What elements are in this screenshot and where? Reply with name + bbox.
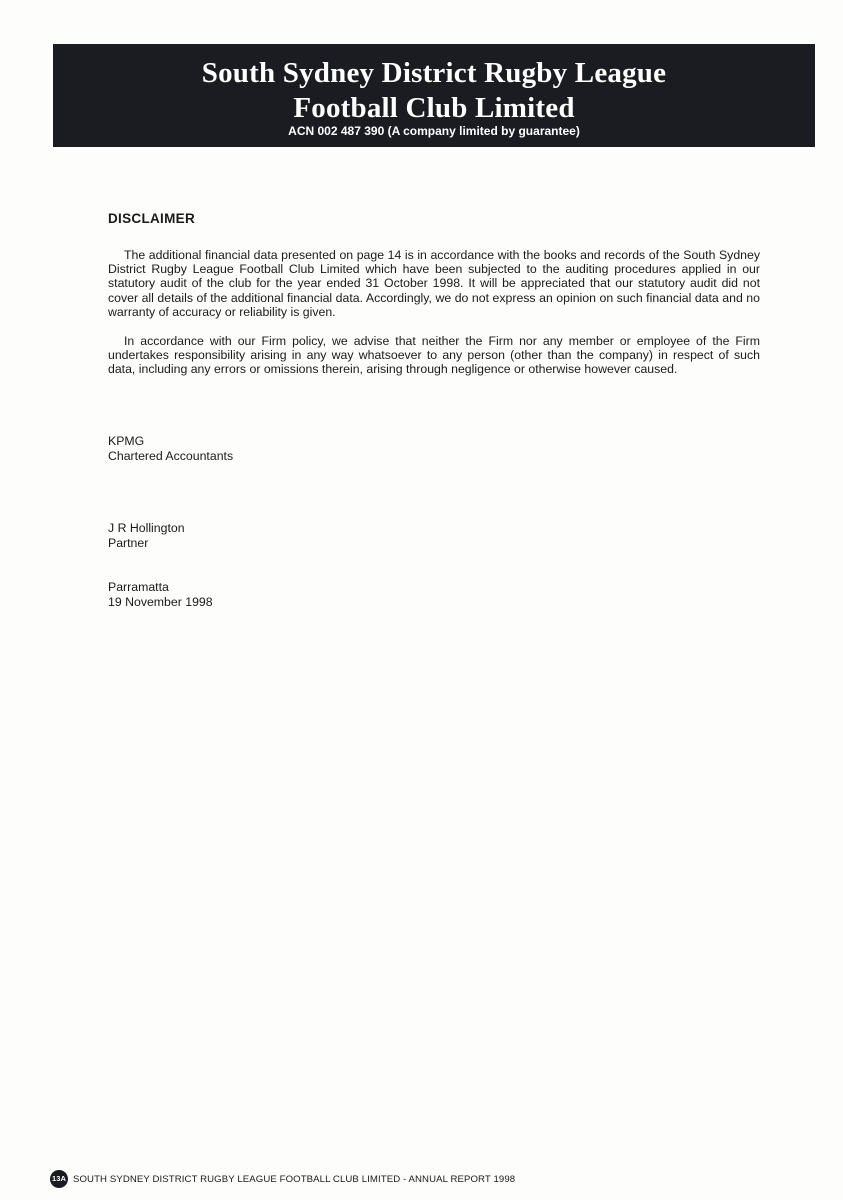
- club-name-line-2: Football Club Limited: [293, 92, 575, 124]
- firm-block: [108, 434, 233, 463]
- firm-type: Chartered Accountants: [108, 448, 234, 463]
- partner-name: J R Hollington: [108, 521, 185, 535]
- signing-location: Parramatta: [108, 580, 169, 594]
- club-name-line-1: South Sydney District Rugby League: [201, 57, 667, 89]
- disclaimer-paragraph-2: In accordance with our Firm policy, we advise that neither the Firm nor any member or employee of the Firm undertakes responsibility arising in any way whatsoever to any person (other than the company) in respect of such data, including any errors or omissions therein, arising through negligence or otherwise however caused.: [108, 334, 760, 377]
- page-number-badge: 13A: [50, 1170, 68, 1188]
- page-footer: [50, 1170, 515, 1188]
- acn-subtitle: ACN 002 487 390 (A company limited by guarantee): [288, 124, 580, 138]
- disclaimer-heading: DISCLAIMER: [108, 211, 195, 226]
- place-date-block: [108, 580, 213, 609]
- header-banner: [53, 44, 815, 147]
- partner-block: [108, 521, 185, 550]
- signing-date: 19 November 1998: [108, 594, 213, 609]
- firm-name: KPMG: [108, 434, 145, 448]
- partner-title: Partner: [108, 535, 149, 550]
- disclaimer-paragraph-1: The additional financial data presented on page 14 is in accordance with the books and records of the South Sydney District Rugby League Football Club Limited which have been subjected to the auditing procedures applied in our statutory audit of the club for the year ended 31 October 1998. It will be appreciated that our statutory audit did not cover all details of the additional financial data. Accordingly, we do not express an opinion on such financial data and no warranty of accuracy or reliability is given.: [108, 248, 760, 319]
- footer-text: SOUTH SYDNEY DISTRICT RUGBY LEAGUE FOOTBALL CLUB LIMITED - ANNUAL REPORT 1998: [73, 1173, 516, 1185]
